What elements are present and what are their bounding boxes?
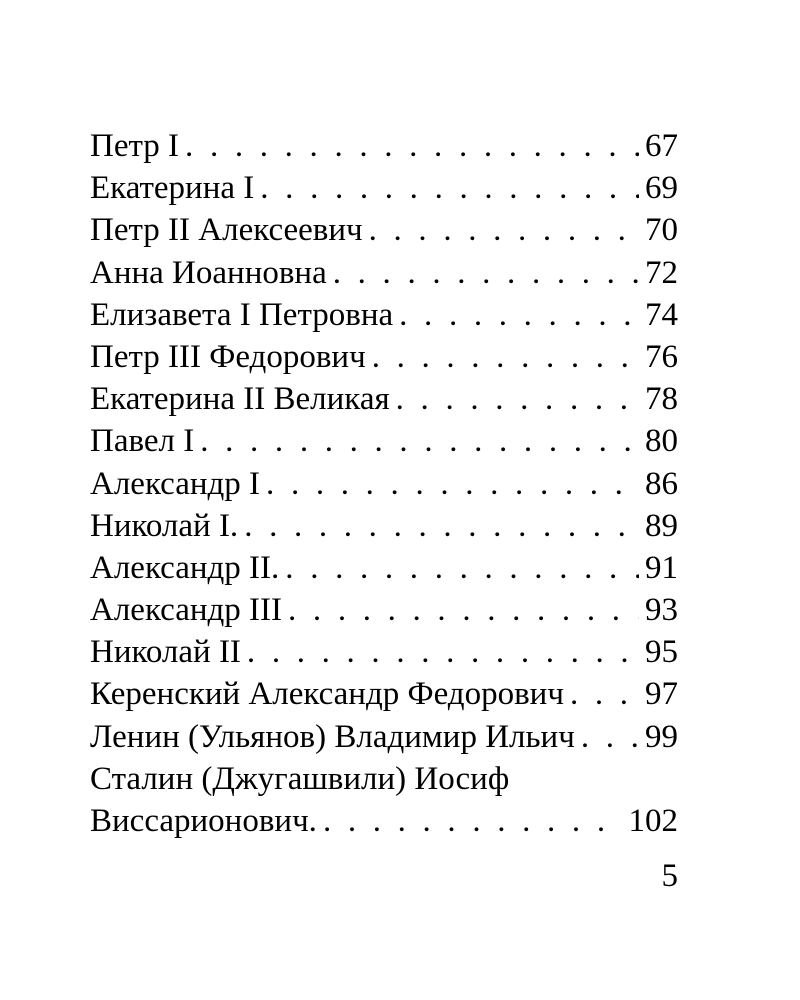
toc-entry-page: 72	[645, 254, 678, 291]
toc-entry-page: 89	[645, 507, 678, 544]
toc-entry-title: Александр I	[90, 465, 261, 502]
dot-leader	[366, 336, 639, 378]
dot-leader	[282, 589, 639, 631]
toc-entry	[90, 673, 678, 715]
toc-entry-title: Виссарионович.	[90, 803, 317, 839]
dot-leader	[575, 716, 639, 758]
toc-entry	[90, 505, 678, 547]
toc-entry-page: 86	[645, 465, 678, 502]
toc-entry-title: Петр I	[90, 128, 180, 164]
toc-entry	[90, 589, 678, 631]
toc-entry-title: Александр II.	[90, 549, 280, 586]
dot-leader	[317, 800, 623, 842]
toc-entry-title: Александр III	[90, 592, 283, 629]
toc-entry-title: Петр II Алексеевич	[90, 212, 363, 249]
toc-entry-title: Екатерина I	[90, 170, 255, 207]
toc-entry-page: 91	[645, 549, 678, 586]
toc-entry-title: Ленин (Ульянов) Владимир Ильич	[90, 718, 575, 755]
toc-entry-page: 70	[645, 212, 678, 249]
dot-leader	[363, 209, 639, 251]
toc-entry	[90, 420, 678, 462]
toc-entry-page: 78	[645, 381, 678, 418]
toc-entry	[90, 378, 678, 420]
toc-entry	[90, 252, 678, 294]
dot-leader	[260, 463, 639, 505]
toc-entry	[90, 800, 678, 842]
toc-entry-page: 102	[628, 803, 678, 839]
toc-entry-title: Анна Иоанновна	[90, 254, 327, 291]
toc-entry-title: Керенский Александр Федорович	[90, 676, 564, 713]
table-of-contents	[90, 125, 678, 842]
toc-entry	[90, 547, 678, 589]
toc-entry	[90, 336, 678, 378]
dot-leader	[327, 252, 639, 294]
dot-leader	[179, 125, 639, 167]
toc-entry-page: 76	[645, 338, 678, 375]
toc-entry	[90, 716, 678, 758]
toc-entry	[90, 209, 678, 251]
toc-entry-page: 74	[645, 296, 678, 333]
toc-entry-title: Екатерина II Великая	[90, 381, 390, 418]
dot-leader	[390, 378, 639, 420]
toc-entry	[90, 294, 678, 336]
dot-leader	[393, 294, 639, 336]
toc-entry-title: Николай I.	[90, 507, 239, 544]
toc-entry-page: 99	[645, 718, 678, 755]
toc-entry-page: 93	[645, 592, 678, 629]
dot-leader	[238, 505, 639, 547]
toc-entry-page: 69	[645, 170, 678, 207]
dot-leader	[279, 547, 639, 589]
toc-entry-page: 80	[645, 423, 678, 460]
dot-leader	[254, 167, 639, 209]
toc-entry-title-line1: Сталин (Джугашвили) Иосиф	[90, 760, 510, 797]
dot-leader	[564, 673, 639, 715]
toc-entry	[90, 631, 678, 673]
page-number: 5	[661, 858, 678, 894]
toc-entry-page: 97	[645, 676, 678, 713]
toc-entry-page: 67	[645, 128, 678, 164]
dot-leader	[194, 420, 639, 462]
toc-entry-title: Павел I	[90, 423, 195, 460]
toc-entry-title: Николай II	[90, 634, 241, 671]
toc-entry-page: 95	[645, 634, 678, 671]
dot-leader	[241, 631, 639, 673]
toc-entry-title: Елизавета I Петровна	[90, 296, 394, 333]
toc-entry-title: Петр III Федорович	[90, 338, 366, 375]
toc-entry	[90, 463, 678, 505]
toc-entry	[90, 125, 678, 167]
toc-entry	[90, 167, 678, 209]
